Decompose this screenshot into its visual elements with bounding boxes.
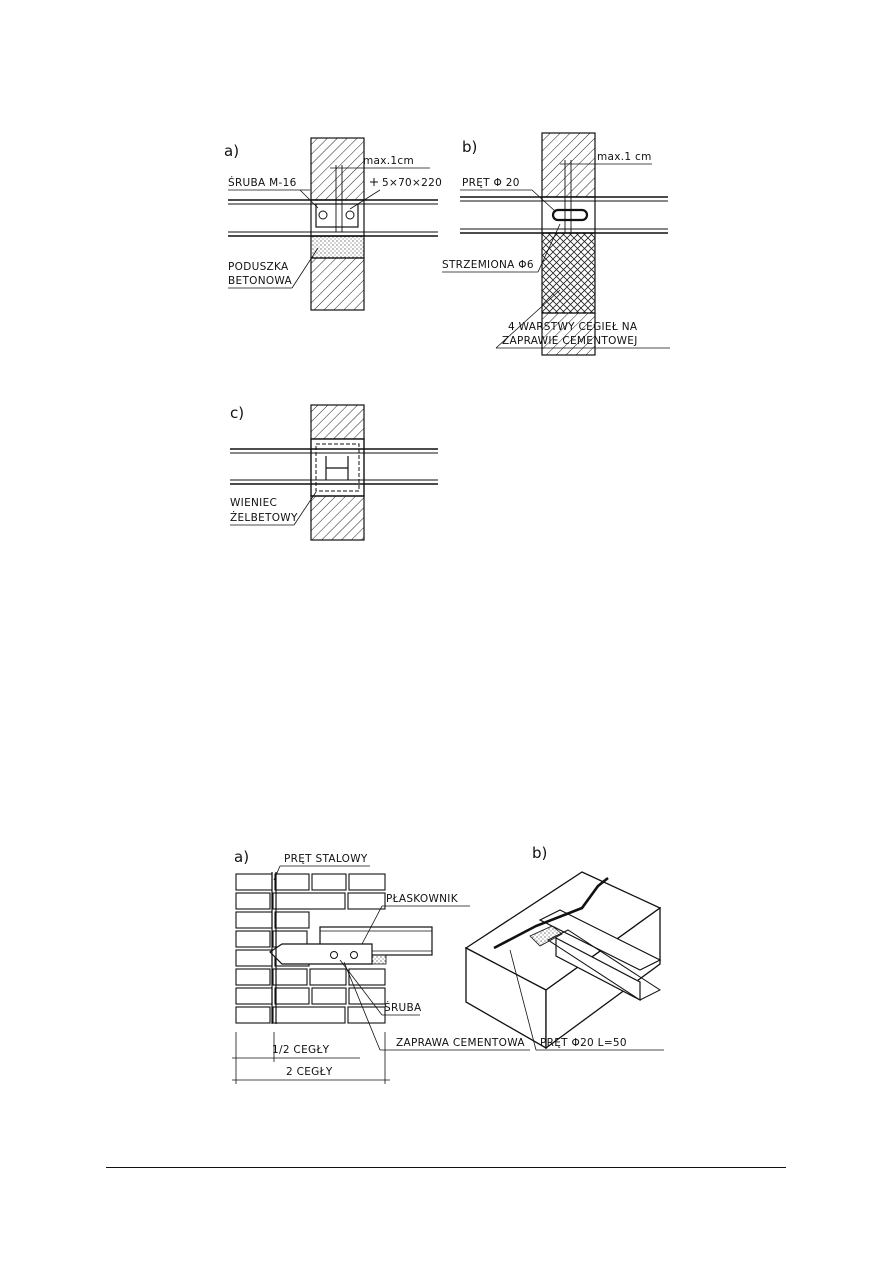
rod-label: PRĘT Φ 20 bbox=[462, 177, 520, 189]
wall-upper bbox=[542, 133, 595, 197]
stirrup-label: STRZEMIONA Φ6 bbox=[442, 259, 534, 271]
cement-mortar-label: ZAPRAWA CEMENTOWA bbox=[396, 1037, 525, 1049]
wall-lower bbox=[311, 496, 364, 540]
bolt-icon bbox=[346, 211, 354, 219]
figure-1b-tag: b) bbox=[462, 138, 478, 156]
figure-1c bbox=[230, 404, 438, 540]
footer-rule bbox=[106, 1167, 786, 1168]
wall-lower bbox=[542, 313, 595, 355]
figure-2a-tag: a) bbox=[234, 848, 250, 866]
concrete-pad-label-1: PODUSZKA bbox=[228, 261, 289, 273]
rod-label: PRĘT Φ20 L=50 bbox=[540, 1037, 627, 1049]
flat-bar-label: PŁASKOWNIK bbox=[386, 893, 458, 905]
concrete-pad bbox=[311, 236, 364, 258]
brick-layers-label-1: 4 WARSTWY CEGIEŁ NA bbox=[508, 321, 638, 333]
wall-upper bbox=[311, 138, 364, 200]
steel-rod bbox=[553, 210, 587, 220]
flat-bar-icon bbox=[370, 178, 378, 186]
figure-2b-tag: b) bbox=[532, 844, 548, 862]
ring-beam-label-2: ŻELBETOWY bbox=[230, 512, 298, 524]
bolt-label: ŚRUBA M-16 bbox=[228, 177, 297, 189]
figure-1a bbox=[224, 138, 442, 310]
half-brick-label: 1/2 CEGŁY bbox=[272, 1044, 330, 1056]
max-gap-label: max.1 cm bbox=[597, 151, 652, 163]
bolt-icon bbox=[319, 211, 327, 219]
wall-upper bbox=[311, 405, 364, 439]
figure-1c-tag: c) bbox=[230, 404, 245, 422]
bolt-icon bbox=[331, 952, 338, 959]
figure-1b bbox=[442, 133, 670, 355]
two-brick-label: 2 CEGŁY bbox=[286, 1066, 333, 1078]
max-gap-label: max.1cm bbox=[363, 155, 414, 167]
ring-beam-label-1: WIENIEC bbox=[230, 497, 278, 509]
wall-lower bbox=[311, 258, 364, 310]
brick-layers-label-2: ZAPRAWIE CEMENTOWEJ bbox=[502, 335, 638, 347]
figure-2b bbox=[466, 844, 664, 1050]
concrete-pad-label-2: BETONOWA bbox=[228, 275, 293, 287]
plate-size-label: 5×70×220 bbox=[382, 177, 443, 189]
steel-rod-label: PRĘT STALOWY bbox=[284, 853, 368, 865]
figure-1a-tag: a) bbox=[224, 142, 240, 160]
bolt-label: ŚRUBA bbox=[384, 1002, 422, 1014]
bolt-icon bbox=[351, 952, 358, 959]
